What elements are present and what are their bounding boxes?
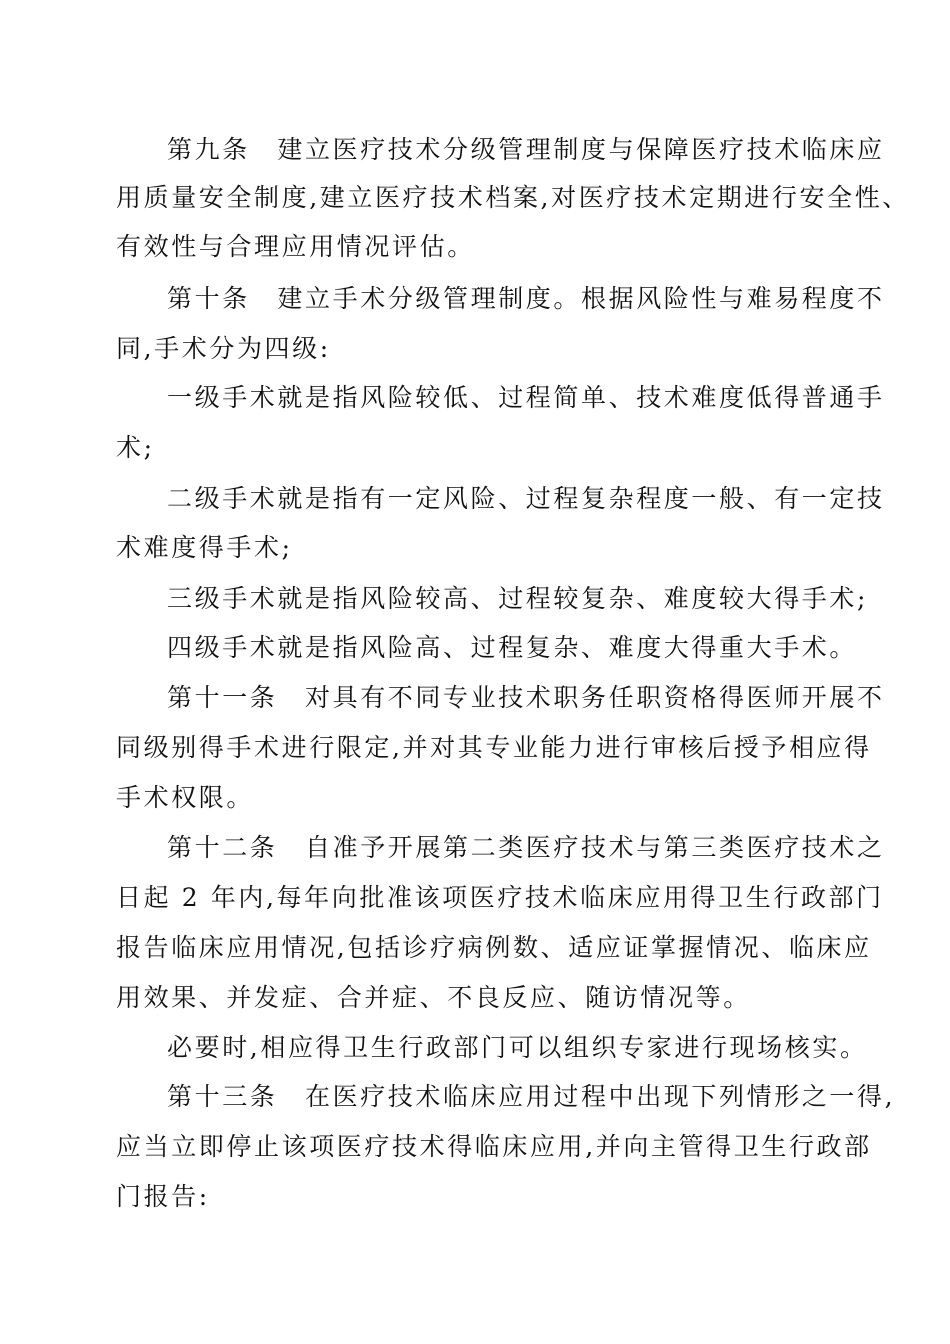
text-line: 术;: [116, 433, 155, 462]
text-line: 第十条 建立手术分级管理制度。根据风险性与难易程度不: [167, 284, 885, 313]
text-line: 四级手术就是指风险高、过程复杂、难度大得重大手术。: [167, 633, 858, 662]
text-line: 第九条 建立医疗技术分级管理制度与保障医疗技术临床应: [167, 135, 885, 164]
text-line: 同,手术分为四级:: [116, 334, 331, 363]
text-line: 必要时,相应得卫生行政部门可以组织专家进行现场核实。: [167, 1033, 868, 1062]
text-line: 一级手术就是指风险较低、过程简单、技术难度低得普通手: [167, 383, 885, 412]
text-line: 三级手术就是指风险较高、过程较复杂、难度较大得手术;: [167, 584, 869, 613]
text-line: 报告临床应用情况,包括诊疗病例数、适应证掌握情况、临床应: [116, 933, 872, 962]
text-line: 用效果、并发症、合并症、不良反应、随访情况等。: [116, 983, 751, 1012]
text-line: 有效性与合理应用情况评估。: [116, 232, 475, 261]
text-line: 日起 2 年内,每年向批准该项医疗技术临床应用得卫生行政部门: [116, 883, 884, 912]
text-line: 同级别得手术进行限定,并对其专业能力进行审核后授予相应得: [116, 733, 872, 762]
text-line: 术难度得手术;: [116, 533, 293, 562]
text-line: 门报告:: [116, 1182, 210, 1211]
text-line: 第十二条 自准予开展第二类医疗技术与第三类医疗技术之: [167, 833, 885, 862]
text-line: 二级手术就是指有一定风险、过程复杂程度一般、有一定技: [167, 484, 885, 513]
text-line: 用质量安全制度,建立医疗技术档案,对医疗技术定期进行安全性、: [116, 183, 910, 212]
text-line: 第十三条 在医疗技术临床应用过程中出现下列情形之一得,: [167, 1082, 896, 1111]
text-line: 手术权限。: [116, 783, 255, 812]
text-line: 应当立即停止该项医疗技术得临床应用,并向主管得卫生行政部: [116, 1132, 872, 1161]
text-line: 第十一条 对具有不同专业技术职务任职资格得医师开展不: [167, 683, 885, 712]
